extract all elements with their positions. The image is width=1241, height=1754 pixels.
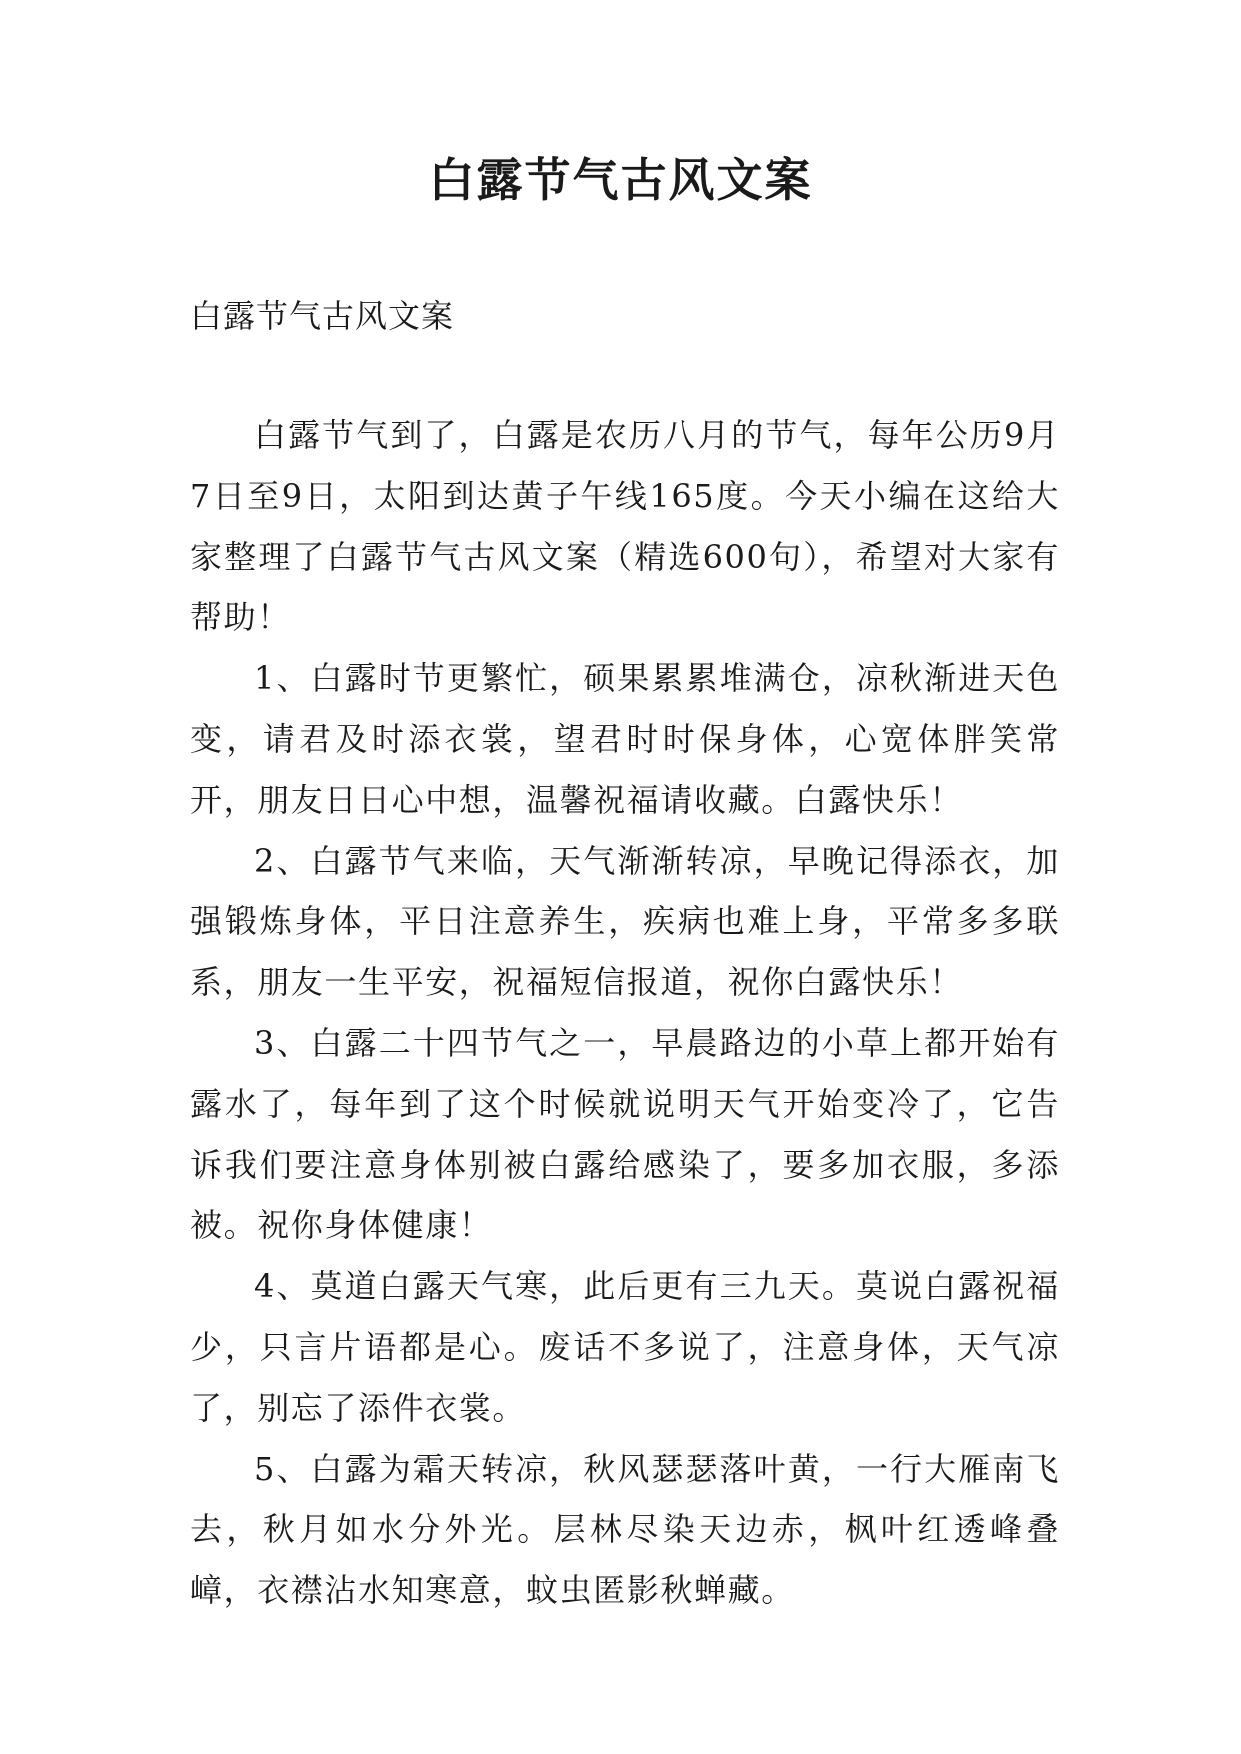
paragraph-item-1: 1、白露时节更繁忙，硕果累累堆满仓，凉秋渐进天色变，请君及时添衣裳，望君时时保身体，心宽体胖笑常开，朋友日日心中想，温馨祝福请收藏。白露快乐！	[190, 659, 1060, 819]
document-body	[190, 405, 1060, 1621]
paragraph-item-3: 3、白露二十四节气之一，早晨路边的小草上都开始有露水了，每年到了这个时候就说明天气开始变冷了，它告诉我们要注意身体别被白露给感染了，要多加衣服，多添被。祝你身体健康！	[190, 1023, 1060, 1245]
document-subtitle: 白露节气古风文案	[190, 297, 455, 335]
paragraph-item-5: 5、白露为霜天转凉，秋风瑟瑟落叶黄，一行大雁南飞去，秋月如水分外光。层林尽染天边赤，枫叶红透峰叠嶂，衣襟沾水知寒意，蚊虫匿影秋蝉藏。	[190, 1449, 1060, 1610]
paragraph-item-4: 4、莫道白露天气寒，此后更有三九天。莫说白露祝福少，只言片语都是心。废话不多说了，注意身体，天气凉了，别忘了添件衣裳。	[190, 1267, 1060, 1427]
document-title: 白露节气古风文案	[428, 153, 813, 207]
intro-paragraph: 白露节气到了，白露是农历八月的节气，每年公历9月7日至9日，太阳到达黄子午线165度。今天小编在这给大家整理了白露节气古风文案（精选600句），希望对大家有帮助！	[190, 416, 1060, 637]
paragraph-item-2: 2、白露节气来临，天气渐渐转凉，早晚记得添衣，加强锻炼身体，平日注意养生，疾病也难上身，平常多多联系，朋友一生平安，祝福短信报道，祝你白露快乐！	[190, 841, 1060, 1002]
